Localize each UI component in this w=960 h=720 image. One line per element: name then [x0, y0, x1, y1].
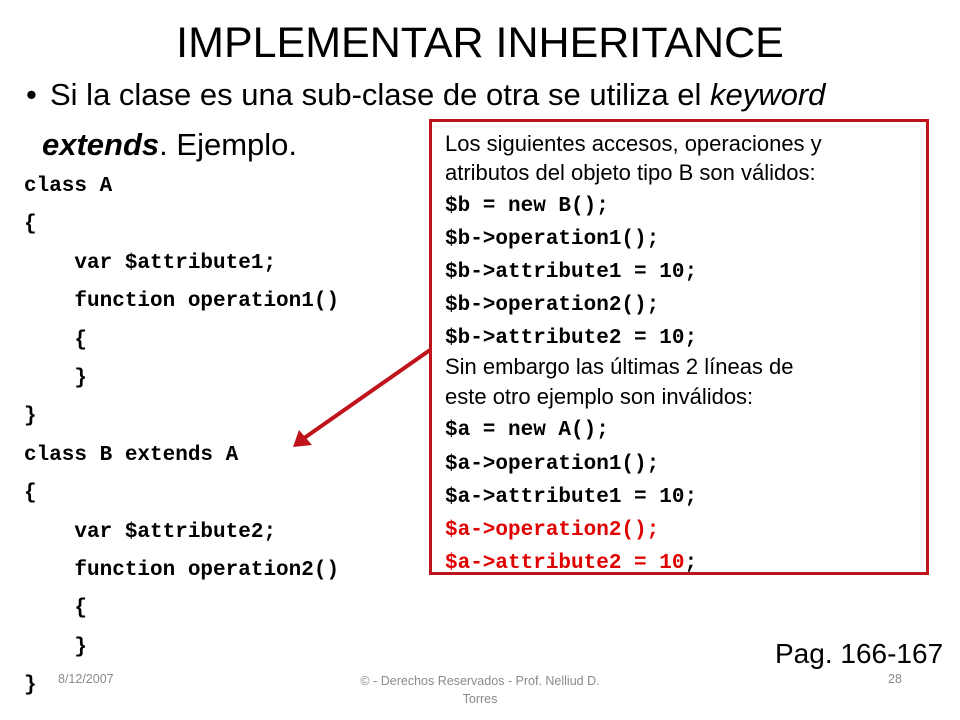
- footer-copyright-line-1: © - Derechos Reservados - Prof. Nelliud D.: [360, 674, 600, 688]
- keyword-italic: keyword: [709, 77, 826, 112]
- code-line: }: [24, 635, 88, 659]
- code-line: function operation1(): [24, 290, 340, 314]
- bullet-text-a: Si la clase es una sub-clase de otra se utiliza el: [50, 77, 710, 112]
- code-line: class A: [24, 175, 113, 198]
- code-line: }: [24, 405, 37, 429]
- invalid-code-text: $a->attribute2 = 10: [445, 552, 685, 575]
- callout-note-line-1: Sin embargo las últimas 2 líneas de: [445, 354, 794, 379]
- bullet-dot: •: [26, 77, 37, 112]
- extends-keyword: extends: [42, 127, 160, 162]
- trailing-semicolon: ;: [684, 552, 698, 575]
- valid-code-line: $b->attribute1 = 10;: [445, 261, 698, 284]
- callout-intro-line-2: atributos del objeto tipo B son válidos:: [445, 160, 816, 185]
- callout-intro-line-1: Los siguientes accesos, operaciones y: [445, 131, 822, 156]
- example-code-line: $a->attribute1 = 10;: [445, 486, 698, 509]
- bullet-text-b: . Ejemplo.: [159, 127, 298, 162]
- example-code-line: $a = new A();: [445, 419, 609, 442]
- slide-title: IMPLEMENTAR INHERITANCE: [176, 19, 784, 67]
- invalid-code-line: $a->operation2();: [445, 519, 660, 542]
- code-line: {: [24, 328, 88, 352]
- code-line: {: [24, 482, 37, 506]
- footer-date: 8/12/2007: [58, 672, 114, 686]
- code-line: function operation2(): [24, 558, 340, 582]
- valid-code-line: $b->attribute2 = 10;: [445, 327, 698, 350]
- footer-copyright: [320, 672, 640, 708]
- footer-copyright-line-2: Torres: [462, 692, 498, 706]
- valid-code-line: $b = new B();: [445, 195, 609, 218]
- code-line: {: [24, 597, 88, 621]
- code-line: class B extends A: [24, 443, 239, 467]
- code-line: }: [24, 366, 88, 390]
- code-line: {: [24, 213, 37, 237]
- callout-note-line-2: este otro ejemplo son inválidos:: [445, 384, 754, 409]
- example-code-line: $a->operation1();: [445, 453, 660, 476]
- code-line: var $attribute2;: [24, 520, 277, 544]
- code-line: var $attribute1;: [24, 251, 277, 275]
- valid-code-line: $b->operation2();: [445, 294, 660, 317]
- valid-code-line: $b->operation1();: [445, 228, 660, 251]
- page-reference: Pag. 166-167: [775, 638, 944, 669]
- slide-number: 28: [888, 672, 902, 686]
- code-line: }: [24, 674, 37, 698]
